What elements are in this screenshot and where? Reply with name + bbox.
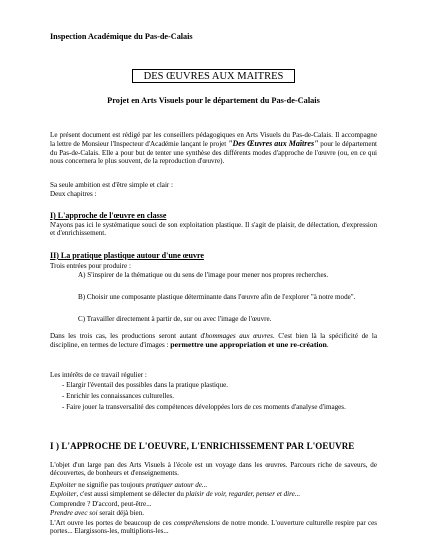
interest-item-2: - Enrichir les connaissances culturelles.	[62, 392, 175, 400]
chapter-line-5-a: serait déjà bien.	[97, 509, 145, 517]
cases-emphasis: hommages aux œuvres	[205, 332, 273, 340]
intro-text-b: pour le département du Pas-de-Calais. Elle a pour but de tenter une synthèse des différents modes d'approche de l'œuvre (ou, en ce qui nous concernera le plus souvent, de la reproduction d'œuvre).	[50, 140, 378, 166]
section-2-heading-text: II) La pratique plastique autour d'une œuvre	[50, 251, 204, 260]
interest-lead: Les intérêts de ce travail régulier :	[50, 371, 147, 379]
intro-project-name: "Des Œuvres aux Maîtres"	[228, 139, 319, 149]
cases-text-b: . C'est bien là la spécificité de la discipline, en termes de lecture d'images :	[50, 332, 377, 350]
chapter-line-3-a: , c'est aussi simplement se délecter du	[76, 490, 186, 498]
chapter-line-6	[50, 519, 377, 536]
chapter-line-6-b: de notre monde. L'ouverture culturelle respire par ces portes... Elargissons-les, multiplions-les...	[50, 519, 377, 536]
intro-paragraph	[50, 131, 377, 166]
interest-item-3: - Faire jouer la transversalité des compétences développées lors de ces moments d'analyse d'images.	[62, 403, 346, 411]
chapter-line-5	[50, 509, 377, 517]
section-2-lead: Trois entrées pour produire :	[50, 262, 131, 270]
cases-bold: permettre une appropriation et une re-création	[170, 340, 327, 350]
chapter-line-6-em: compréhensions	[173, 519, 220, 527]
header-institution: Inspection Académique du Pas-de-Calais	[50, 32, 193, 41]
document-subtitle: Projet en Arts Visuels pour le département du Pas-de-Calais	[107, 96, 320, 105]
cases-end: .	[326, 341, 329, 350]
chapter-line-4: Comprendre ? D'accord, peut-être...	[50, 500, 152, 508]
chapter-line-2-a: ne signifie pas toujours	[76, 481, 146, 489]
chapter-line-1: L'objet d'un large pan des Arts Visuels à l'école est un voyage dans les œuvres. Parcours riche de saveurs, de découvertes, de bonheurs et d'enseignements.	[50, 461, 377, 478]
chapter-line-2-em2: pratiquer autour de...	[145, 481, 208, 489]
chapter-line-6-a: L'Art ouvre les portes de beaucoup de ces	[50, 519, 174, 527]
section-1-text: N'ayons pas ici le systématique souci de son exploitation plastique. Il s'agit de plaisir, de délectation, d'expression et d'enrichissement.	[50, 221, 377, 238]
chapter-line-3-em: Exploiter	[50, 490, 77, 498]
chapter-line-2	[50, 481, 377, 489]
chapter-heading: I ) L'APPROCHE DE L'OEUVRE, L'ENRICHISSEMENT PAR L'OEUVRE	[50, 441, 355, 451]
intro-ambition: Sa seule ambition est d'être simple et clair :	[50, 181, 174, 189]
chapter-line-5-em: Prendre avec soi	[50, 509, 98, 517]
intro-text-a: Le présent document est rédigé par les conseillers pédagogiques en Arts Visuels du Pas-de-Calais. Il accompagne la lettre de Monsieur l'Inspecteur d'Académie lançant le projet	[50, 131, 377, 149]
interest-item-1: - Elargir l'éventail des possibles dans la pratique plastique.	[62, 381, 229, 389]
chapter-line-2-em: Exploiter	[50, 481, 77, 489]
section-2-item-c: C) Travailler directement à partir de, sur ou avec l'image de l'œuvre.	[78, 315, 272, 323]
chapter-line-3	[50, 490, 377, 498]
section-1-heading-text: I) L'approche de l'œuvre en classe	[50, 211, 167, 220]
cases-paragraph	[50, 332, 377, 350]
cases-text-a: Dans les trois cas, les productions seront autant d'	[50, 332, 206, 340]
section-2-item-b: B) Choisir une composante plastique déterminante dans l'œuvre afin de l'explorer "à notre mode".	[78, 293, 356, 301]
intro-chapters: Deux chapitres :	[50, 190, 97, 198]
chapter-line-3-em2: plaisir de voir, regarder, penser et dire...	[185, 490, 301, 498]
section-2-item-a: A) S'inspirer de la thématique ou du sens de l'image pour mener nos propres recherches.	[78, 271, 329, 279]
section-2-heading	[50, 251, 204, 260]
section-1-heading	[50, 211, 166, 220]
document-title: DES ŒUVRES AUX MAITRES	[132, 69, 295, 83]
